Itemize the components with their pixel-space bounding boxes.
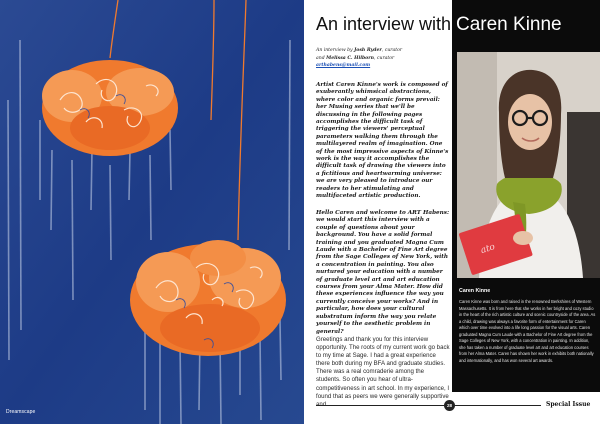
painting-caption: Dreamscape bbox=[6, 409, 36, 415]
intro-paragraph: Artist Caren Kinne's work is composed of exuberantly whimsical abstractions, where color and organic forms prevail: her Musing series that we'll be discussing in the following pages accomplishes the difficult task of triggering the viewers' perceptual parameters walking them through the multilayered realm of imagination. One of the most impressive aspects of Kinne's work is the way it accomplishes the difficult task of drawing the viewers into a fictitious and heartwarming universe: we are very pleased to introduce our readers to her stimulating and multifaceted artistic production. bbox=[316, 82, 449, 200]
title-artist-name: Caren Kinne bbox=[456, 14, 562, 35]
interview-answer: Greetings and thank you for this interview opportunity. The roots of my current work go back to my time at Sage. I had a great experience there both during my BFA and graduate studies. There was a real comraderie among the students. So often you hear of ultra-competitiveness in art school. In my experience, I found that as peers we were generally supportive bbox=[316, 336, 450, 400]
footer-rule-right bbox=[455, 405, 541, 406]
byline-prefix-2: and bbox=[316, 55, 325, 61]
byline-role-2: , curator bbox=[374, 55, 395, 61]
svg-text:ato: ato bbox=[479, 242, 497, 257]
article-header bbox=[304, 0, 600, 52]
byline-prefix-1: An interview by bbox=[316, 48, 353, 53]
artist-portrait bbox=[457, 52, 600, 278]
contact-email-link[interactable]: arthabens@mail.com bbox=[316, 63, 371, 68]
title-left: An interview with bbox=[316, 14, 452, 34]
sidebar-artist-name: Caren Kinne bbox=[459, 288, 491, 294]
byline-author-2: Melissa C. Hilborn bbox=[326, 55, 374, 61]
byline-author-1: Josh Ryder bbox=[354, 48, 382, 53]
artist-sidebar bbox=[452, 52, 600, 392]
byline-role-1: , curator bbox=[381, 48, 403, 53]
portrait-illustration bbox=[457, 52, 600, 278]
footer-section-name: Special Issue bbox=[546, 401, 591, 408]
sidebar-artist-bio: Caren Kinne was born and raised in the renowned Berkshires of Western Massachusetts. It is from here that she works in her bright and cozy studio in the heart of the rich artistic culture and scenic countryside of the area. As a child, drawing was always a favorite form of entertainment for Caren which over time evolved into a life long passion for the visual arts. Caren graduated Magna Cum Laude with a Bachelor of Fine Art degree from the Sage Colleges of New York, with a concentration in painting. In addition, she has taken a number of graduate level art and art education courses from her Alma Mater. Caren has shown her work in exhibits both nationally and internationally, and has won several art awards. bbox=[459, 299, 596, 363]
interview-question: Hello Caren and welcome to ART Habens: we would start this interview with a couple of questions about your background. You have a solid formal training and you graduated Magna Cum Laude with a Bachelor of Fine Art degree from the Sage Colleges of New York, with a concentration in painting. You also nurtured your education with a number of graduate level art and art education courses from your Alma Mater. How did these experiences influence the way you currently conceive your works? And in particular, how does your cultural substratum inform the way you relate yourself to the aesthetic problem in general? bbox=[316, 210, 450, 335]
article-page bbox=[304, 0, 600, 424]
title-black-band bbox=[452, 0, 600, 52]
page-number-badge: 28 bbox=[444, 400, 455, 411]
byline bbox=[316, 47, 450, 70]
footer-rule-left bbox=[316, 405, 444, 406]
